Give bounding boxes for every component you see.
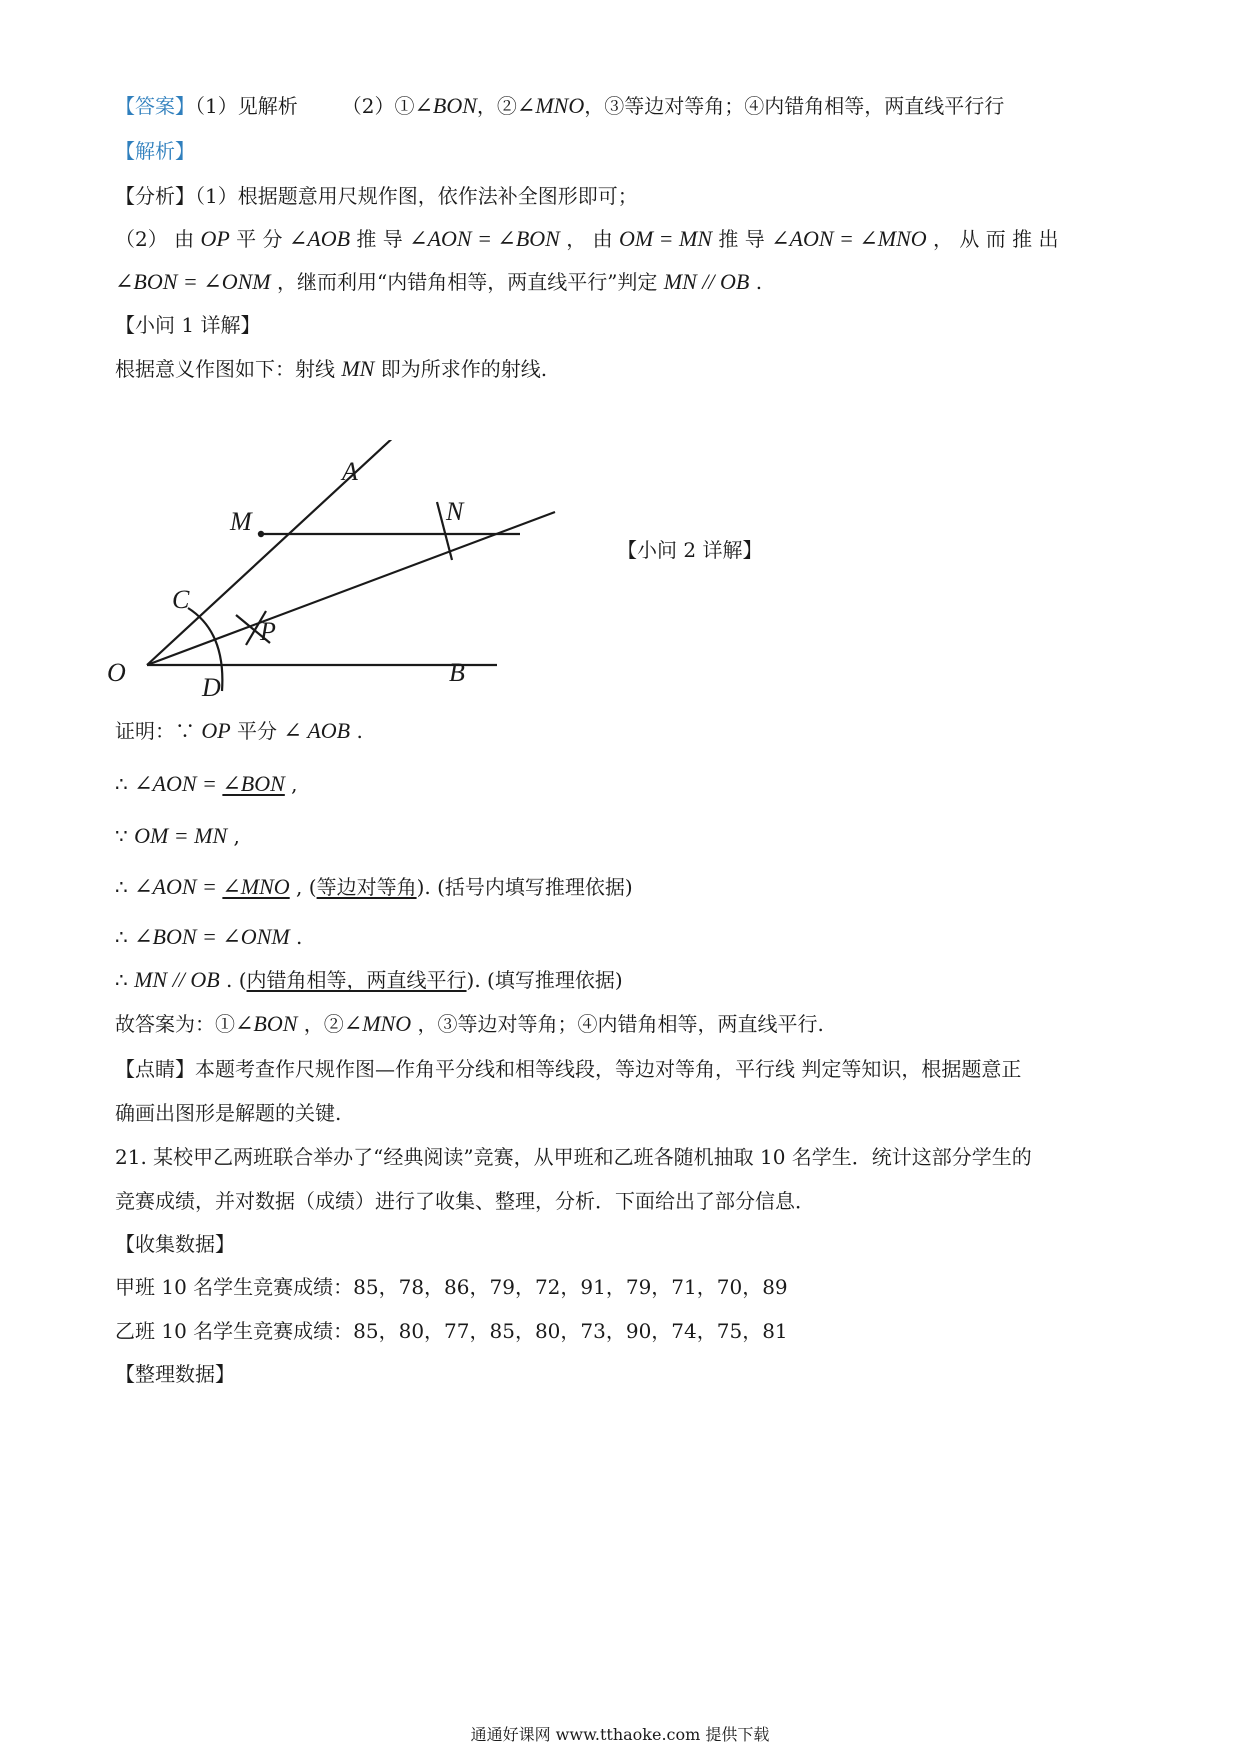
proof-line-4: ∴ ∠AON = ∠MNO , (等边对等角). (括号内填写推理依据) xyxy=(115,874,633,899)
label-O: O xyxy=(107,658,126,687)
collect-title: 【收集数据】 xyxy=(115,1232,235,1256)
class-yi-scores: 乙班 10 名学生竞赛成绩：85，80，77，85，80，73，90，74，75，81 xyxy=(115,1319,788,1343)
q1-title: 【小问 1 详解】 xyxy=(115,313,261,337)
jiexi-tag: 【解析】 xyxy=(115,139,195,163)
label-B: B xyxy=(449,658,465,687)
label-D: D xyxy=(202,673,221,702)
answer-part1: （1）见解析 xyxy=(195,94,298,118)
blank-1: ∠BON xyxy=(222,771,285,796)
answer-tag: 【答案】 xyxy=(115,94,195,118)
label-A: A xyxy=(342,457,358,486)
proof-line-3: ∵ OM = MN , xyxy=(115,823,240,848)
q21-line-2: 竞赛成绩，并对数据（成绩）进行了收集、整理，分析．下面给出了部分信息． xyxy=(115,1189,815,1213)
analysis-line-3: ∠BON = ∠ONM ，继而利用“内错角相等，两直线平行”判定 MN // OB . xyxy=(115,269,763,294)
page-footer: 通通好课网 www.tthaoke.com 提供下载 xyxy=(470,1725,770,1744)
blank-4: 内错角相等，两直线平行 xyxy=(246,968,467,992)
blank-3: 等边对等角 xyxy=(316,875,417,899)
blank-2: ∠MNO xyxy=(222,874,290,899)
q21-line-1: 21. 某校甲乙两班联合举办了“经典阅读”竞赛，从甲班和乙班各随机抽取 10 名学生．统计这部分学生的 xyxy=(115,1145,1032,1169)
proof-line-6: ∴ MN // OB . (内错角相等，两直线平行). (填写推理依据) xyxy=(115,967,623,992)
q1-description: 根据意义作图如下：射线 MN 即为所求作的射线. xyxy=(115,356,548,381)
class-jia-scores: 甲班 10 名学生竞赛成绩：85，78，86，79，72，91，79，71，70，89 xyxy=(115,1275,788,1299)
label-N: N xyxy=(446,497,464,526)
proof-line-7: 故答案为：①∠BON ，②∠MNO ，③等边对等角；④内错角相等，两直线平行. xyxy=(115,1011,824,1036)
dianjing-line-2: 确画出图形是解题的关键. xyxy=(115,1101,342,1125)
label-P: P xyxy=(260,617,276,646)
proof-line-5: ∴ ∠BON = ∠ONM . xyxy=(115,924,303,949)
q2-title: 【小问 2 详解】 xyxy=(617,538,763,562)
dianjing-line-1: 【点睛】本题考查作尺规作图—作角平分线和相等线段，等边对等角，平行线 判定等知识，根据题意正 xyxy=(115,1057,1022,1081)
label-C: C xyxy=(172,585,190,614)
analysis-line-2: （2） 由 OP 平 分 ∠AOB 推 导 ∠AON = ∠BON ， 由 OM = MN 推 导 ∠AON = ∠MNO ， 从 而 推 出 xyxy=(115,226,1059,251)
organize-title: 【整理数据】 xyxy=(115,1362,235,1386)
proof-line-2: ∴ ∠AON = ∠BON , xyxy=(115,771,298,796)
proof-line-1: 证明：∵ OP 平分 ∠ AOB . xyxy=(115,718,363,743)
label-M: M xyxy=(230,507,252,536)
analysis-line-1: 【分析】（1）根据题意用尺规作图，依作法补全图形即可； xyxy=(115,184,638,208)
answer-line: 【答案】（1）见解析 （2）①∠BON，②∠MNO，③等边对等角；④内错角相等，两直线平行行 xyxy=(115,93,1005,118)
point-M xyxy=(258,531,264,537)
